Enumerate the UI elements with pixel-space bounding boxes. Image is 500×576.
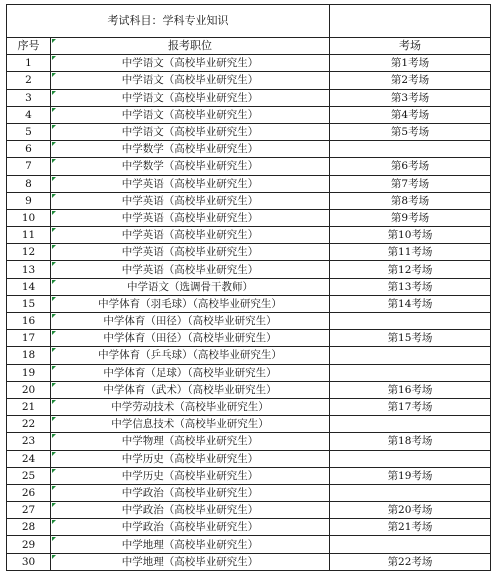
room-cell: 第20考场 xyxy=(330,502,491,519)
position-cell xyxy=(51,416,330,433)
position-cell xyxy=(51,467,330,484)
position-label: 中学语文（高校毕业研究生） xyxy=(121,91,259,104)
seq-cell: 6 xyxy=(7,141,51,158)
position-label: 中学体育（田径）（高校毕业研究生） xyxy=(103,332,277,345)
position-label: 中学英语（高校毕业研究生） xyxy=(121,246,259,259)
position-label: 中学劳动技术（高校毕业研究生） xyxy=(111,401,269,414)
table-row xyxy=(7,209,491,226)
position-cell xyxy=(51,244,330,261)
seq-cell: 3 xyxy=(7,89,51,106)
table-row xyxy=(7,330,491,347)
table-row xyxy=(7,106,491,123)
seq-cell: 7 xyxy=(7,158,51,175)
position-cell xyxy=(51,141,330,158)
seq-cell: 9 xyxy=(7,192,51,209)
cell-marker-icon xyxy=(52,280,56,284)
room-cell: 第12考场 xyxy=(330,261,491,278)
seq-cell: 20 xyxy=(7,381,51,398)
table-row xyxy=(7,227,491,244)
position-label: 中学地理（高校毕业研究生） xyxy=(121,555,259,568)
table-row xyxy=(7,536,491,553)
position-label: 中学英语（高校毕业研究生） xyxy=(121,211,259,224)
room-cell: 第17考场 xyxy=(330,398,491,415)
position-cell xyxy=(51,89,330,106)
cell-marker-icon xyxy=(52,520,56,524)
room-cell: 第15考场 xyxy=(330,330,491,347)
subject-title-cell xyxy=(7,5,330,38)
table-row xyxy=(7,398,491,415)
room-cell: 第9考场 xyxy=(330,209,491,226)
cell-marker-icon xyxy=(52,125,56,129)
cell-marker-icon xyxy=(52,297,56,301)
position-label: 中学体育（武术）（高校毕业研究生） xyxy=(103,383,277,396)
position-cell xyxy=(51,364,330,381)
room-cell: 第14考场 xyxy=(330,295,491,312)
position-label: 中学政治（高校毕业研究生） xyxy=(121,486,259,499)
room-cell: 第19考场 xyxy=(330,467,491,484)
cell-marker-icon xyxy=(52,108,56,112)
position-cell xyxy=(51,261,330,278)
header-room: 考场 xyxy=(330,38,491,55)
position-label: 中学体育（乒乓球）（高校毕业研究生） xyxy=(98,349,282,362)
table-row xyxy=(7,72,491,89)
position-label: 中学体育（羽毛球）（高校毕业研究生） xyxy=(98,297,282,310)
position-cell xyxy=(51,278,330,295)
position-label: 中学历史（高校毕业研究生） xyxy=(121,469,259,482)
position-label: 中学英语（高校毕业研究生） xyxy=(121,229,259,242)
position-cell xyxy=(51,72,330,89)
seq-cell: 11 xyxy=(7,227,51,244)
seq-cell: 15 xyxy=(7,295,51,312)
position-label: 中学英语（高校毕业研究生） xyxy=(121,263,259,276)
table-row xyxy=(7,519,491,536)
cell-marker-icon xyxy=(52,177,56,181)
cell-marker-icon xyxy=(52,73,56,77)
position-cell xyxy=(51,330,330,347)
table-row xyxy=(7,347,491,364)
cell-marker-icon xyxy=(52,211,56,215)
room-cell: 第22考场 xyxy=(330,553,491,570)
table-row xyxy=(7,55,491,72)
subject-title-row xyxy=(7,5,491,38)
position-label: 中学语文（选调骨干教师） xyxy=(127,280,253,293)
room-cell xyxy=(330,364,491,381)
seq-cell: 2 xyxy=(7,72,51,89)
cell-marker-icon xyxy=(52,434,56,438)
position-cell xyxy=(51,553,330,570)
position-label: 中学英语（高校毕业研究生） xyxy=(121,194,259,207)
seq-cell: 21 xyxy=(7,398,51,415)
position-label: 中学体育（足球）（高校毕业研究生） xyxy=(103,366,277,379)
position-label: 中学语文（高校毕业研究生） xyxy=(121,74,259,87)
cell-marker-icon xyxy=(52,503,56,507)
cell-marker-icon xyxy=(52,159,56,163)
subject-title-blank-cell xyxy=(330,5,491,38)
position-cell xyxy=(51,192,330,209)
position-label: 中学物理（高校毕业研究生） xyxy=(121,435,259,448)
header-position xyxy=(51,38,330,55)
cell-marker-icon xyxy=(52,245,56,249)
table-row xyxy=(7,158,491,175)
position-label: 中学历史（高校毕业研究生） xyxy=(121,452,259,465)
cell-marker-icon xyxy=(52,194,56,198)
room-cell: 第13考场 xyxy=(330,278,491,295)
seq-cell: 26 xyxy=(7,484,51,501)
subject-label: 考试科目：学科专业知识 xyxy=(107,14,229,27)
position-cell xyxy=(51,484,330,501)
cell-marker-icon xyxy=(52,400,56,404)
position-label: 中学语文（高校毕业研究生） xyxy=(121,126,259,139)
table-row xyxy=(7,467,491,484)
table-row xyxy=(7,433,491,450)
seq-cell: 1 xyxy=(7,55,51,72)
position-label: 中学政治（高校毕业研究生） xyxy=(121,521,259,534)
table-row xyxy=(7,192,491,209)
position-cell xyxy=(51,295,330,312)
position-cell xyxy=(51,123,330,140)
table-row xyxy=(7,278,491,295)
cell-marker-icon xyxy=(52,452,56,456)
position-cell xyxy=(51,158,330,175)
room-cell: 第4考场 xyxy=(330,106,491,123)
position-label: 中学英语（高校毕业研究生） xyxy=(121,177,259,190)
table-row xyxy=(7,484,491,501)
seq-cell: 28 xyxy=(7,519,51,536)
table-row xyxy=(7,123,491,140)
cell-marker-icon xyxy=(52,331,56,335)
table-row xyxy=(7,313,491,330)
seq-cell: 13 xyxy=(7,261,51,278)
table-row xyxy=(7,364,491,381)
position-cell xyxy=(51,398,330,415)
position-cell xyxy=(51,381,330,398)
room-cell xyxy=(330,416,491,433)
exam-room-sheet xyxy=(6,4,490,571)
seq-cell: 19 xyxy=(7,364,51,381)
position-cell xyxy=(51,106,330,123)
table-row xyxy=(7,175,491,192)
cell-marker-icon xyxy=(52,555,56,559)
position-cell xyxy=(51,433,330,450)
room-cell: 第7考场 xyxy=(330,175,491,192)
room-cell: 第16考场 xyxy=(330,381,491,398)
seq-cell: 24 xyxy=(7,450,51,467)
table-row xyxy=(7,553,491,570)
position-cell xyxy=(51,519,330,536)
exam-room-table xyxy=(6,4,491,571)
seq-cell: 10 xyxy=(7,209,51,226)
position-cell xyxy=(51,227,330,244)
room-cell: 第11考场 xyxy=(330,244,491,261)
seq-cell: 17 xyxy=(7,330,51,347)
position-cell xyxy=(51,209,330,226)
cell-marker-icon xyxy=(52,262,56,266)
seq-cell: 5 xyxy=(7,123,51,140)
cell-marker-icon xyxy=(52,417,56,421)
position-cell xyxy=(51,450,330,467)
cell-marker-icon xyxy=(52,91,56,95)
seq-cell: 27 xyxy=(7,502,51,519)
seq-cell: 18 xyxy=(7,347,51,364)
seq-cell: 25 xyxy=(7,467,51,484)
seq-cell: 12 xyxy=(7,244,51,261)
table-row xyxy=(7,381,491,398)
position-cell xyxy=(51,502,330,519)
seq-cell: 30 xyxy=(7,553,51,570)
cell-marker-icon xyxy=(52,348,56,352)
position-label: 中学信息技术（高校毕业研究生） xyxy=(111,418,269,431)
cell-marker-icon xyxy=(52,56,56,60)
room-cell xyxy=(330,141,491,158)
seq-cell: 14 xyxy=(7,278,51,295)
table-row xyxy=(7,141,491,158)
position-label: 中学政治（高校毕业研究生） xyxy=(121,504,259,517)
cell-marker-icon xyxy=(52,469,56,473)
header-position-label: 报考职位 xyxy=(168,39,212,53)
room-cell: 第1考场 xyxy=(330,55,491,72)
header-row xyxy=(7,38,491,55)
position-label: 中学语文（高校毕业研究生） xyxy=(121,108,259,121)
room-cell xyxy=(330,484,491,501)
room-cell: 第21考场 xyxy=(330,519,491,536)
room-cell: 第8考场 xyxy=(330,192,491,209)
room-cell: 第6考场 xyxy=(330,158,491,175)
position-cell xyxy=(51,536,330,553)
position-cell xyxy=(51,313,330,330)
seq-cell: 29 xyxy=(7,536,51,553)
room-cell: 第18考场 xyxy=(330,433,491,450)
room-cell xyxy=(330,536,491,553)
room-cell xyxy=(330,313,491,330)
seq-cell: 16 xyxy=(7,313,51,330)
cell-marker-icon xyxy=(52,314,56,318)
table-row xyxy=(7,244,491,261)
table-row xyxy=(7,295,491,312)
room-cell: 第2考场 xyxy=(330,72,491,89)
cell-marker-icon xyxy=(52,142,56,146)
seq-cell: 23 xyxy=(7,433,51,450)
position-cell xyxy=(51,55,330,72)
cell-marker-icon xyxy=(52,486,56,490)
cell-marker-icon xyxy=(52,228,56,232)
cell-marker-icon xyxy=(52,383,56,387)
table-row xyxy=(7,89,491,106)
table-row xyxy=(7,416,491,433)
position-label: 中学体育（田径）（高校毕业研究生） xyxy=(103,315,277,328)
cell-marker-icon xyxy=(52,366,56,370)
room-cell xyxy=(330,347,491,364)
position-label: 中学语文（高校毕业研究生） xyxy=(121,57,259,70)
header-seq: 序号 xyxy=(7,38,51,55)
cell-marker-icon xyxy=(52,537,56,541)
room-cell xyxy=(330,450,491,467)
seq-cell: 4 xyxy=(7,106,51,123)
position-label: 中学地理（高校毕业研究生） xyxy=(121,538,259,551)
cell-marker-icon xyxy=(52,39,56,43)
seq-cell: 22 xyxy=(7,416,51,433)
room-cell: 第3考场 xyxy=(330,89,491,106)
position-cell xyxy=(51,347,330,364)
table-row xyxy=(7,450,491,467)
table-row xyxy=(7,261,491,278)
position-label: 中学数学（高校毕业研究生） xyxy=(121,143,259,156)
position-label: 中学数学（高校毕业研究生） xyxy=(121,160,259,173)
table-row xyxy=(7,502,491,519)
room-cell: 第10考场 xyxy=(330,227,491,244)
position-cell xyxy=(51,175,330,192)
room-cell: 第5考场 xyxy=(330,123,491,140)
seq-cell: 8 xyxy=(7,175,51,192)
